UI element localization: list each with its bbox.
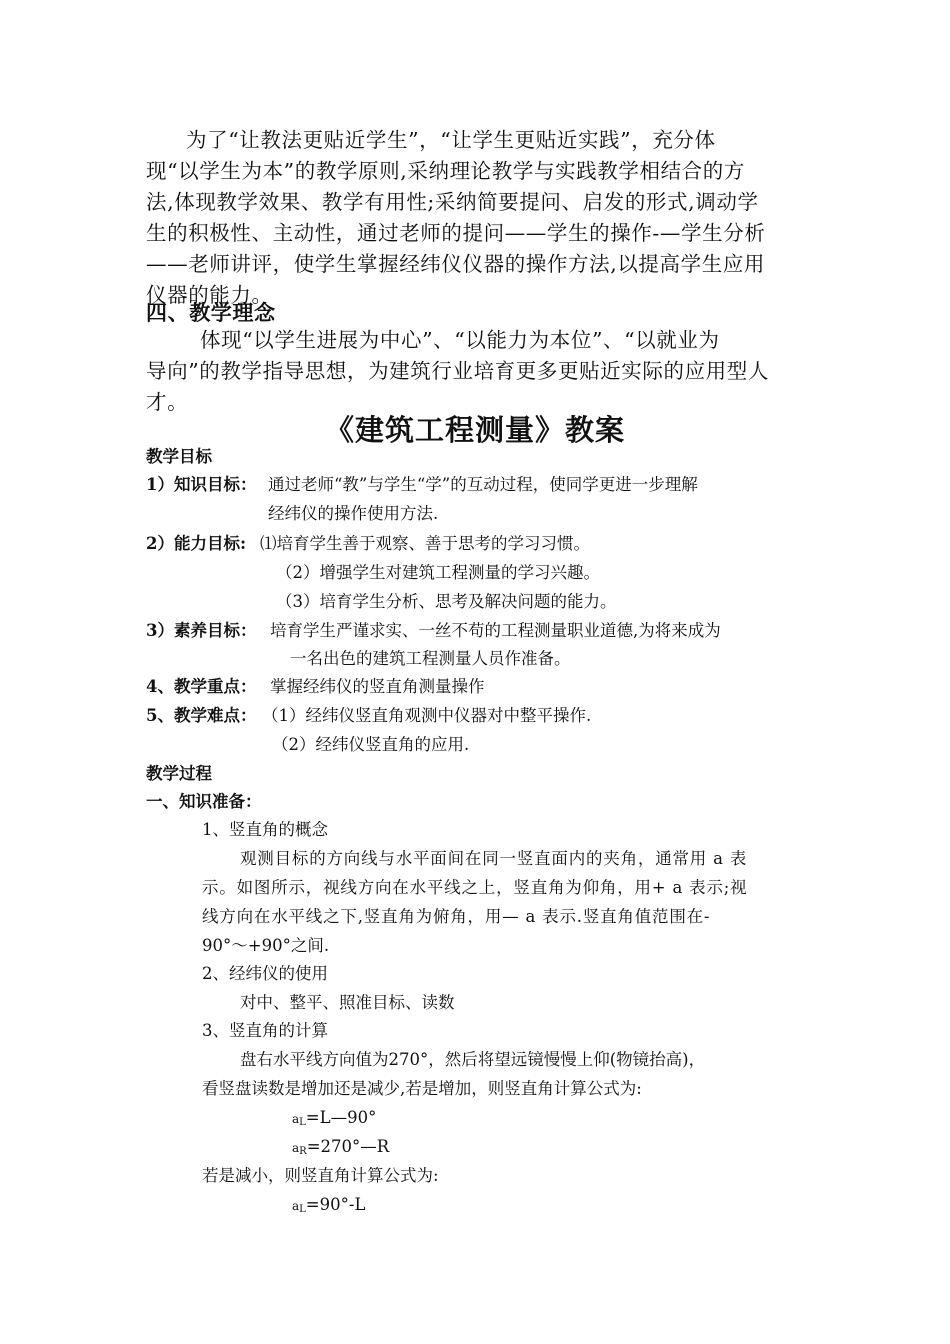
intro-line-4: 生的积极性、主动性，通过老师的提问——学生的操作-—学生分析	[146, 221, 766, 245]
literacy-objective-line-2: 一名出色的建筑工程测量人员作准备。	[290, 649, 571, 668]
literacy-objective-label: 3）素养目标：	[146, 621, 257, 640]
section-heading-teaching-philosophy: 四、教学理念	[146, 300, 276, 325]
subscript-l: L	[299, 1204, 306, 1215]
concept-line-2: 示。如图所示，视线方向在水平线之上，竖直角为仰角，用+ a 表示;视	[202, 878, 748, 897]
concept-line-3: 线方向在水平线之下,竖直角为俯角，用— a 表示.竖直角值范围在-	[202, 907, 711, 926]
knowledge-objective-line-1: 通过老师“教”与学生“学”的互动过程，使同学更进一步理解	[268, 475, 698, 494]
subscript-l: L	[299, 1117, 306, 1128]
intro-line-2: 现“以学生为本”的教学原则,采纳理论教学与实践教学相结合的方	[146, 159, 745, 183]
ability-objective-label: 2）能力目标:	[146, 534, 247, 553]
alpha-symbol: a	[292, 1112, 300, 1126]
ability-objective-line-1: ⑴培育学生善于观察、善于思考的学习习惯。	[260, 534, 590, 553]
concept-line-4: 90°～+90°之间.	[202, 936, 330, 955]
decrease-case-text: 若是减小，则竖直角计算公式为:	[202, 1166, 439, 1185]
teaching-difficulty-line-1: （1）经纬仪竖直角观测中仪器对中整平操作.	[262, 706, 592, 725]
objectives-heading: 教学目标	[146, 447, 212, 466]
philosophy-line-2: 导向”的教学指导思想，为建筑行业培育更多更贴近实际的应用型人	[146, 359, 769, 383]
formula-alpha-left-decrease	[292, 1191, 365, 1224]
vertical-angle-concept-title: 1、竖直角的概念	[202, 820, 328, 839]
intro-line-3: 法,体现教学效果、教学有用性;采纳简要提问、启发的形式,调动学	[146, 190, 759, 214]
philosophy-line-1: 体现“以学生进展为中心”、“以能力为本位”、“以就业为	[200, 328, 720, 352]
document-title: 《建筑工程测量》教案	[324, 413, 625, 447]
theodolite-usage-title: 2、经纬仪的使用	[202, 964, 328, 983]
ability-objective-line-2: （2）增强学生对建筑工程测量的学习兴趣。	[276, 563, 600, 582]
knowledge-objective-label: 1）知识目标：	[146, 475, 257, 494]
ability-objective-line-3: （3）培育学生分析、思考及解决问题的能力。	[276, 592, 617, 611]
alpha-symbol: a	[292, 1141, 300, 1155]
calc-line-2: 看竖盘读数是增加还是减少,若是增加，则竖直角计算公式为:	[202, 1079, 642, 1098]
process-heading: 教学过程	[146, 764, 212, 783]
formula-expression: =90°-L	[305, 1195, 366, 1214]
literacy-objective-line-1: 培育学生严谨求实、一丝不苟的工程测量职业道德,为将来成为	[270, 621, 721, 640]
teaching-difficulty-line-2: （2）经纬仪竖直角的应用.	[272, 735, 470, 754]
intro-line-5: ——老师讲评，使学生掌握经纬仪仪器的操作方法,以提高学生应用	[146, 252, 766, 276]
intro-line-6: 仪器的能力。	[146, 283, 273, 307]
formula-expression: =270°—R	[306, 1137, 390, 1156]
knowledge-prep-heading: 一、知识准备：	[146, 792, 262, 811]
subscript-r: R	[299, 1146, 307, 1157]
formula-expression: =L—90°	[305, 1108, 377, 1127]
concept-line-1: 观测目标的方向线与水平面间在同一竖直面内的夹角，通常用 a 表	[240, 849, 748, 868]
teaching-difficulty-label: 5、教学难点：	[146, 706, 257, 725]
theodolite-usage-steps: 对中、整平、照准目标、读数	[240, 993, 455, 1012]
alpha-symbol: a	[292, 1199, 300, 1213]
philosophy-line-3: 才。	[146, 390, 189, 414]
intro-line-1: 为了“让教法更贴近学生”，“让学生更贴近实践”，充分体	[186, 128, 716, 152]
teaching-key-label: 4、教学重点：	[146, 677, 257, 696]
vertical-angle-calc-title: 3、竖直角的计算	[202, 1021, 328, 1040]
calc-line-1: 盘右水平线方向值为270°，然后将望远镜慢慢上仰(物镜抬高)，	[240, 1050, 706, 1069]
knowledge-objective-line-2: 经纬仪的操作使用方法.	[268, 504, 439, 523]
teaching-key-text: 掌握经纬仪的竖直角测量操作	[270, 677, 485, 696]
